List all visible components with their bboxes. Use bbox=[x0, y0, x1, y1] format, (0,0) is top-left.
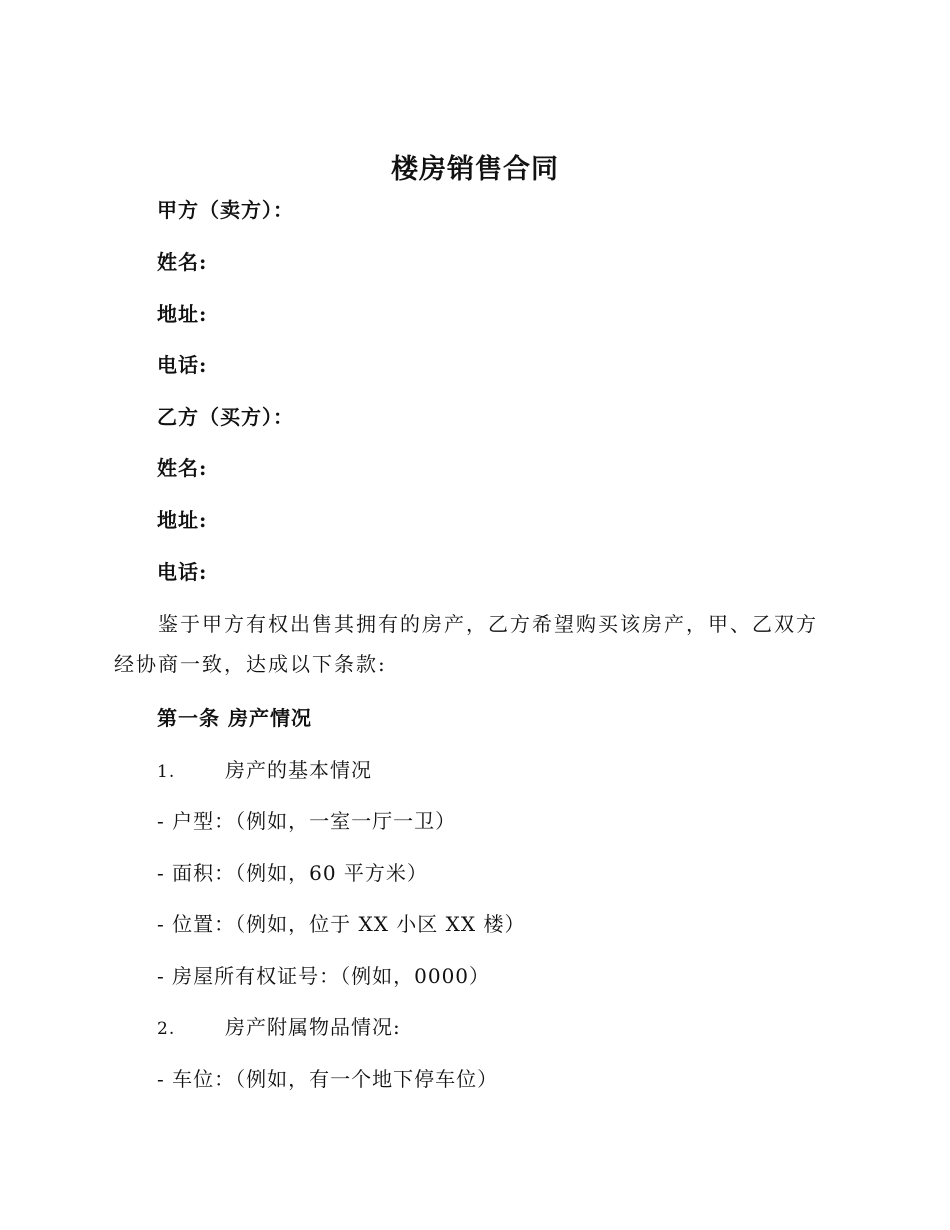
item-text: 房产的基本情况 bbox=[225, 758, 372, 782]
article-1-item-2 bbox=[157, 1012, 401, 1044]
item-number: 1. bbox=[157, 762, 176, 782]
party-a-phone-label: 电话: bbox=[157, 353, 208, 377]
party-a-name-label: 姓名: bbox=[157, 250, 208, 274]
item-text: 房产附属物品情况: bbox=[225, 1015, 401, 1039]
party-a-address-label: 地址: bbox=[157, 302, 208, 326]
detail-layout: - 户型：（例如，一室一厅一卫） bbox=[157, 809, 457, 833]
detail-certificate: - 房屋所有权证号：（例如，0000） bbox=[157, 964, 491, 988]
party-a-heading: 甲方（卖方）： bbox=[157, 198, 294, 222]
detail-location: - 位置：（例如，位于 XX 小区 XX 楼） bbox=[157, 912, 526, 936]
detail-area: - 面积：（例如，60 平方米） bbox=[157, 861, 428, 885]
article-1-item-1 bbox=[157, 755, 372, 787]
article-1-heading: 第一条 房产情况 bbox=[157, 706, 312, 730]
party-b-heading: 乙方（买方）： bbox=[157, 405, 294, 429]
party-b-phone-label: 电话: bbox=[157, 560, 208, 584]
detail-parking: - 车位：（例如，有一个地下停车位） bbox=[157, 1067, 499, 1091]
item-number: 2. bbox=[157, 1019, 176, 1039]
preamble-paragraph: 鉴于甲方有权出售其拥有的房产，乙方希望购买该房产，甲、乙双方经协商一致，达成以下条款: bbox=[114, 612, 818, 676]
contract-title: 楼房销售合同 bbox=[391, 154, 559, 185]
party-b-address-label: 地址: bbox=[157, 508, 208, 532]
party-b-name-label: 姓名: bbox=[157, 456, 208, 480]
